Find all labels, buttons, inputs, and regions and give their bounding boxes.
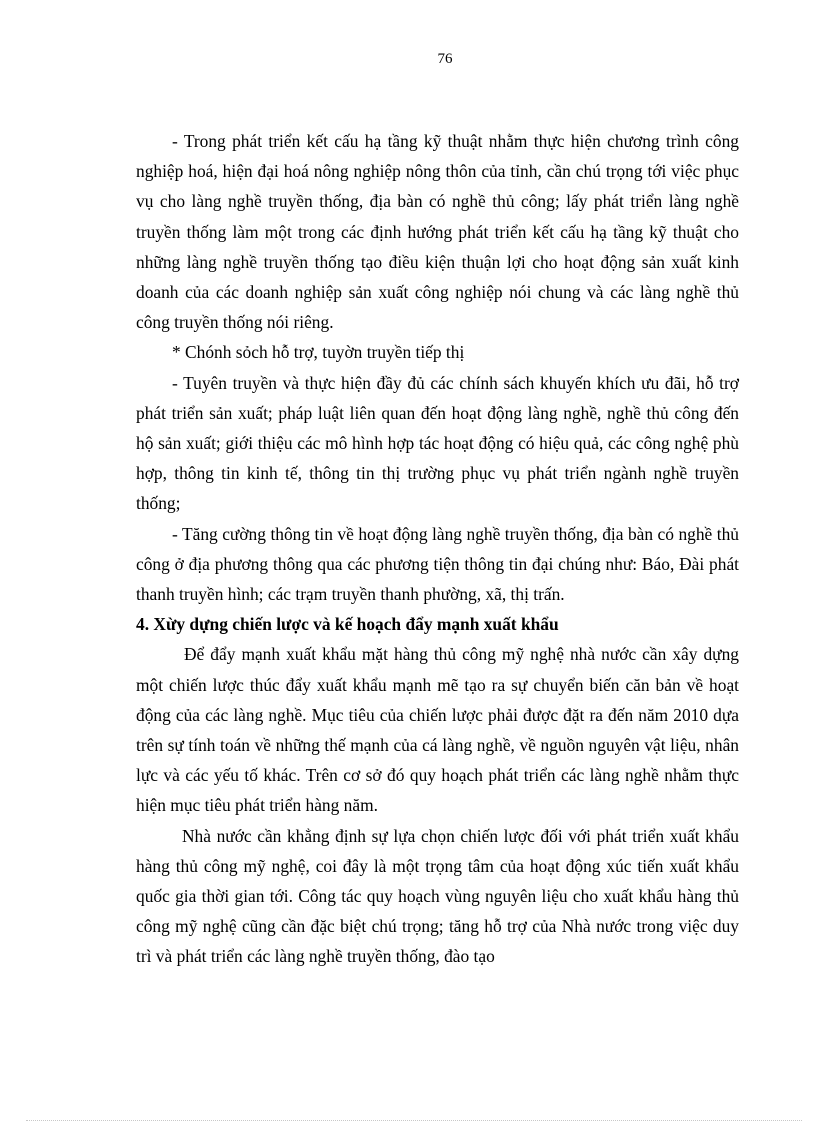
paragraph-state-choice: Nhà nước cần khẳng định sự lựa chọn chiến lược đối với phát triển xuất khẩu hàng thủ công mỹ nghệ, coi đây là một trọng tâm của hoạt động xúc tiến xuất khẩu quốc gia thời gian tới. Công tác quy hoạch vùng nguyên liệu cho xuất khẩu hàng thủ công mỹ nghệ cũng cần đặc biệt chú trọng; tăng hỗ trợ của Nhà nước trong việc duy trì và phát triển các làng nghề truyền thống, đào tạo: [136, 825, 739, 967]
paragraph-information: - Tăng cường thông tin về hoạt động làng nghề truyền thống, địa bàn có nghề thủ công ở địa phương thông qua các phương tiện thông tin đại chúng như: Báo, Đài phát thanh truyền hình; các trạm truyền thanh phường, xã, thị trấn.: [136, 523, 739, 605]
page-bottom-border: [26, 1120, 802, 1121]
page-number: 76: [437, 51, 453, 67]
paragraph-export-strategy: Để đẩy mạnh xuất khẩu mặt hàng thủ công mỹ nghệ nhà nước cần xây dựng một chiến lược thúc đẩy xuất khẩu mạnh mẽ tạo ra sự chuyển biến căn bản về hoạt động của các làng nghề. Mục tiêu của chiến lược phải được đặt ra đến năm 2010 dựa trên sự tính toán về những thế mạnh của cá làng nghề, về nguồn nguyên vật liệu, nhân lực và các yếu tố khác. Trên cơ sở đó quy hoạch phát triển các làng nghề nhằm thực hiện mục tiêu phát triển hàng năm.: [136, 644, 739, 816]
section-heading: 4. Xừy dựng chiến lược và kế hoạch đẩy mạnh xuất khẩu: [136, 614, 559, 635]
document-body: [136, 126, 739, 972]
paragraph-policy-subheading: * Chónh sỏch hỗ trợ, tuyờn truyền tiếp thị: [172, 342, 465, 363]
paragraph-infrastructure: - Trong phát triển kết cấu hạ tầng kỹ thuật nhằm thực hiện chương trình công nghiệp hoá, hiện đại hoá nông nghiệp nông thôn của tỉnh, cần chú trọng tới việc phục vụ cho làng nghề truyền thống, địa bàn có nghề thủ công; lấy phát triển làng nghề truyền thống làm một trong các định hướng phát triển kết cấu hạ tầng kỹ thuật cho những làng nghề truyền thống tạo điều kiện thuận lợi cho hoạt động sản xuất kinh doanh của các doanh nghiệp sản xuất công nghiệp nói chung và các làng nghề thủ công truyền thống nói riêng.: [136, 131, 739, 333]
paragraph-propaganda: - Tuyên truyền và thực hiện đầy đủ các chính sách khuyến khích ưu đãi, hỗ trợ phát triển sản xuất; pháp luật liên quan đến hoạt động làng nghề, nghề thủ công đến hộ sản xuất; giới thiệu các mô hình hợp tác hoạt động có hiệu quả, các công nghệ phù hợp, thông tin kinh tế, thông tin thị trường phục vụ phát triển ngành nghề truyền thống;: [136, 372, 739, 514]
